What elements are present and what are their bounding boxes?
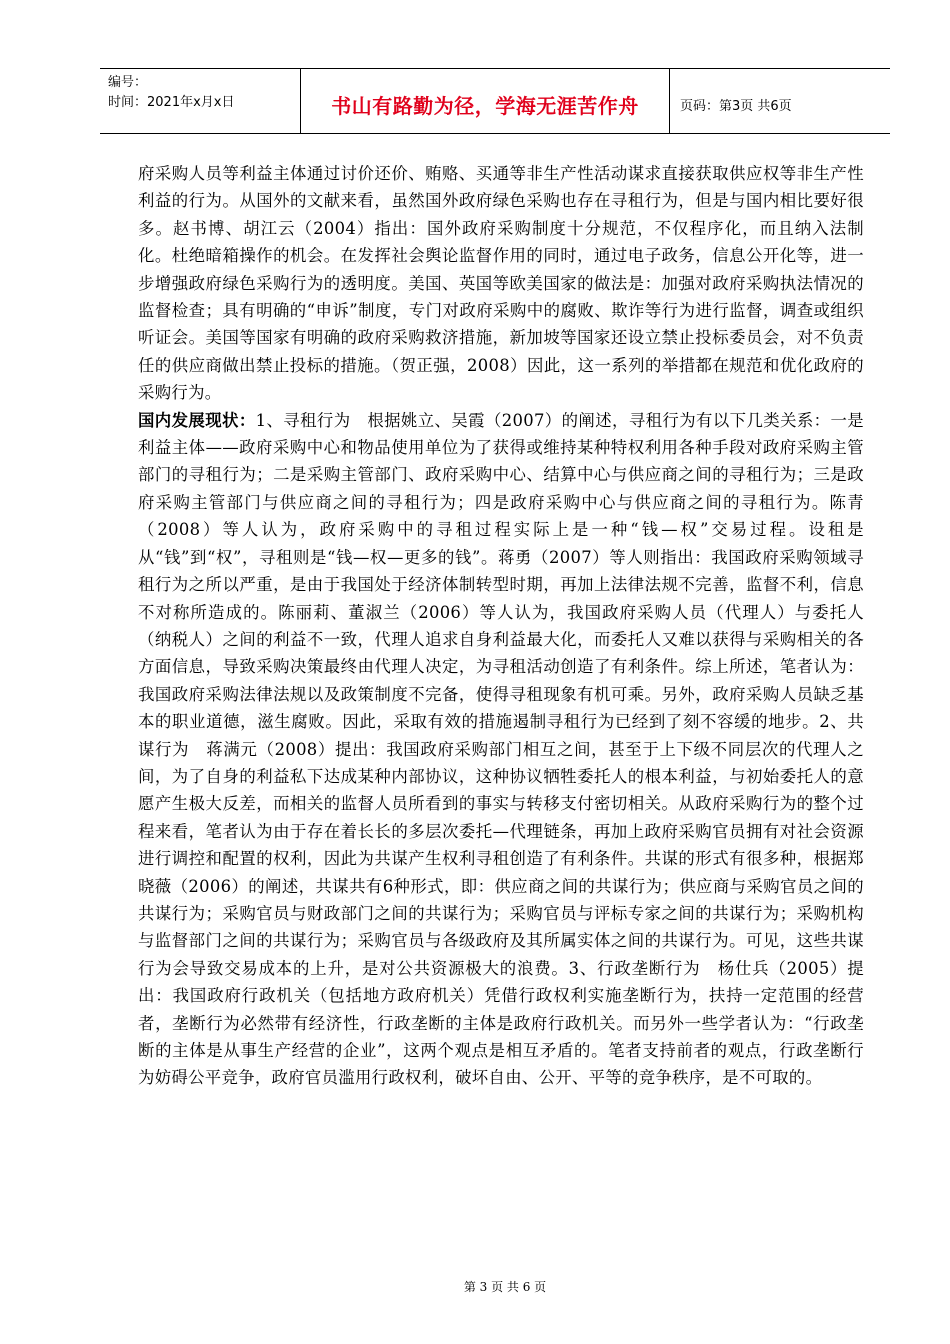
document-number-label: 编号： <box>108 75 148 90</box>
section-lead: 国内发展现状： <box>138 410 256 430</box>
document-time-label: 时间：2021年x月x日 <box>108 95 235 110</box>
header-page-code: 页码：第3页 共6页 <box>680 98 792 114</box>
body-paragraph <box>138 407 864 1092</box>
section-text: 1、寻租行为 根据姚立、吴霞（2007）的阐述，寻租行为有以下几类关系：一是利益主体——政府采购中心和物品使用单位为了获得或维持某种特权利用各种手段对政府采购主管部门的寻租行为；二是采购主管部门、政府采购中心、结算中心与供应商之间的寻租行为；三是政府采购主管部门与供应商之间的寻租行为；四是政府采购中心与供应商之间的寻租行为。陈青（2008）等人认为，政府采购中的寻租过程实际上是一种“钱—权”交易过程。设租是从“钱”到“权”，寻租则是“钱—权—更多的钱”。蒋勇（2007）等人则指出：我国政府采购领域寻租行为之所以严重，是由于我国处于经济体制转型时期，再加上法律法规不完善，监督不利，信息不对称所造成的。陈丽莉、董淑兰（2006）等人认为，我国政府采购人员（代理人）与委托人（纳税人）之间的利益不一致，代理人追求自身利益最大化，而委托人又难以获得与采购相关的各方面信息，导致采购决策最终由代理人决定，为寻租活动创造了有利条件。综上所述，笔者认为：我国政府采购法律法规以及政策制度不完备，使得寻租现象有机可乘。另外，政府采购人员缺乏基本的职业道德，滋生腐败。因此，采取有效的措施遏制寻租行为已经到了刻不容缓的地步。2、共谋行为 蒋满元（2008）提出：我国政府采购部门相互之间，甚至于上下级不同层次的代理人之间，为了自身的利益私下达成某种内部协议，这种协议牺牲委托人的根本利益，与初始委托人的意愿产生极大反差，而相关的监督人员所看到的事实与转移支付密切相关。从政府采购行为的整个过程来看，笔者认为由于存在着长长的多层次委托—代理链条，再加上政府采购官员拥有对社会资源进行调控和配置的权利，因此为共谋产生权利寻租创造了有利条件。共谋的形式有很多种，根据郑晓薇（2006）的阐述，共谋共有6种形式，即：供应商之间的共谋行为；供应商与采购官员之间的共谋行为；采购官员与财政部门之间的共谋行为；采购官员与评标专家之间的共谋行为；采购机构与监督部门之间的共谋行为；采购官员与各级政府及其所属实体之间的共谋行为。可见，这些共谋行为会导致交易成本的上升，是对公共资源极大的浪费。3、行政垄断行为 杨仕兵（2005）提出：我国政府行政机关（包括地方政府机关）凭借行政权利实施垄断行为，扶持一定范围的经营者，垄断行为必然带有经济性，行政垄断的主体是政府行政机关。而另外一些学者认为：“行政垄断的主体是从事生产经营的企业”，这两个观点是相互矛盾的。笔者支持前者的观点，行政垄断行为妨碍公平竞争，政府官员滥用行政权利，破坏自由、公开、平等的竞争秩序，是不可取的。 <box>138 410 864 1088</box>
page-header <box>100 68 890 134</box>
body-paragraph: 府采购人员等利益主体通过讨价还价、贿赂、买通等非生产性活动谋求直接获取供应权等非生产性利益的行为。从国外的文献来看，虽然国外政府绿色采购也存在寻租行为，但是与国内相比要好很多。赵书博、胡江云（2004）指出：国外政府采购制度十分规范，不仅程序化，而且纳入法制化。杜绝暗箱操作的机会。在发挥社会舆论监督作用的同时，通过电子政务，信息公开化等，进一步增强政府绿色采购行为的透明度。美国、英国等欧美国家的做法是：加强对政府采购执法情况的监督检查；具有明确的“申诉”制度，专门对政府采购中的腐败、欺诈等行为进行监督，调查或组织听证会。美国等国家有明确的政府采购救济措施，新加坡等国家还设立禁止投标委员会，对不负责任的供应商做出禁止投标的措施。（贺正强，2008）因此，这一系列的举措都在规范和优化政府的采购行为。 <box>138 164 864 403</box>
document-body <box>138 160 864 1092</box>
page-footer: 第 3 页 共 6 页 <box>463 1280 547 1294</box>
header-meta <box>100 69 301 133</box>
header-motto: 书山有路勤为径，学海无涯苦作舟 <box>301 69 670 133</box>
